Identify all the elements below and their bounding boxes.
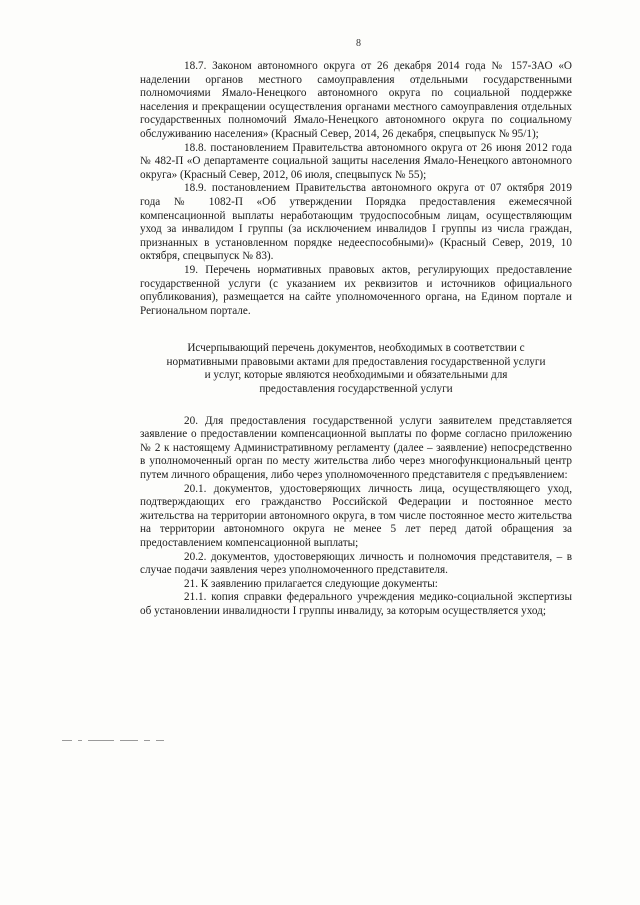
section-heading-line: и услуг, которые являются необходимыми и обязательными для <box>204 369 508 382</box>
scan-artifact <box>62 740 172 742</box>
paragraph-20-1: 20.1. документов, удостоверяющих личность лица, осуществляющего уход, подтверждающих его гражданство Российской Федерации и постоянное место жительства на территории автономного округа, в том числе постоянное место жительства на территории автономного округа не менее 5 лет перед датой обращения за предоставлением компенсационной выплаты; <box>140 482 572 549</box>
paragraph-20: 20. Для предоставления государственной услуги заявителем представляется заявление о предоставлении компенсационной выплаты по форме согласно приложению № 2 к настоящему Административному регламенту (далее – заявление) непосредственно в уполномоченный орган по месту жительства либо через многофункциональный центр путем личного обращения, либо через уполномоченного представителя с предъявлением: <box>140 414 572 482</box>
paragraph-18-9: 18.9. постановлением Правительства автономного округа от 07 октября 2019 года № 1082-П «Об утверждении Порядка предоставления ежемесячной компенсационной выплаты неработающим трудоспособным лицам, осуществляющим уход за инвалидом I группы (за исключением инвалидов I группы из числа граждан, признанных в установленном порядке недееспособными)» (Красный Север, 2019, 10 октября, спецвыпуск № 83). <box>140 182 572 263</box>
document-body <box>140 60 572 619</box>
page-number: 8 <box>356 38 361 49</box>
paragraph-19: 19. Перечень нормативных правовых актов, регулирующих предоставление государственной услуги (с указанием их реквизитов и источников официального опубликования), размещается на сайте уполномоченного органа, на Едином портале и Региональном портале. <box>140 263 572 317</box>
section-heading-line: Исчерпывающий перечень документов, необходимых в соответствии с <box>187 342 525 355</box>
paragraph-21-1: 21.1. копия справки федерального учреждения медико-социальной экспертизы об установлении инвалидности I группы инвалиду, за которым осуществляется уход; <box>140 591 572 617</box>
paragraph-20-2: 20.2. документов, удостоверяющих личность и полномочия представителя, – в случае подачи заявления через уполномоченного представителя. <box>140 550 572 577</box>
section-heading <box>148 342 564 396</box>
section-heading-line: нормативными правовыми актами для предоставления государственной услуги <box>166 355 546 368</box>
paragraph-18-8: 18.8. постановлением Правительства автономного округа от 26 июня 2012 года № 482-П «О департаменте социальной защиты населения Ямало-Ненецкого автономного округа» (Красный Север, 2012, 06 июля, спецвыпуск № 55); <box>140 141 572 181</box>
section-heading-line: предоставления государственной услуги <box>259 383 453 396</box>
paragraph-18-7: 18.7. Законом автономного округа от 26 декабря 2014 года № 157-ЗАО «О наделении органов местного самоуправления отдельными государственными полномочиями Ямало-Ненецкого автономного округа по социальной поддержке населения и прекращении осуществления органами местного самоуправления отдельных государственных полномочий Ямало-Ненецкого автономного округа по социальному обслуживанию населения» (Красный Север, 2014, 26 декабря, спецвыпуск № 95/1); <box>140 60 572 140</box>
paragraph-21: 21. К заявлению прилагается следующие документы: <box>184 577 438 590</box>
